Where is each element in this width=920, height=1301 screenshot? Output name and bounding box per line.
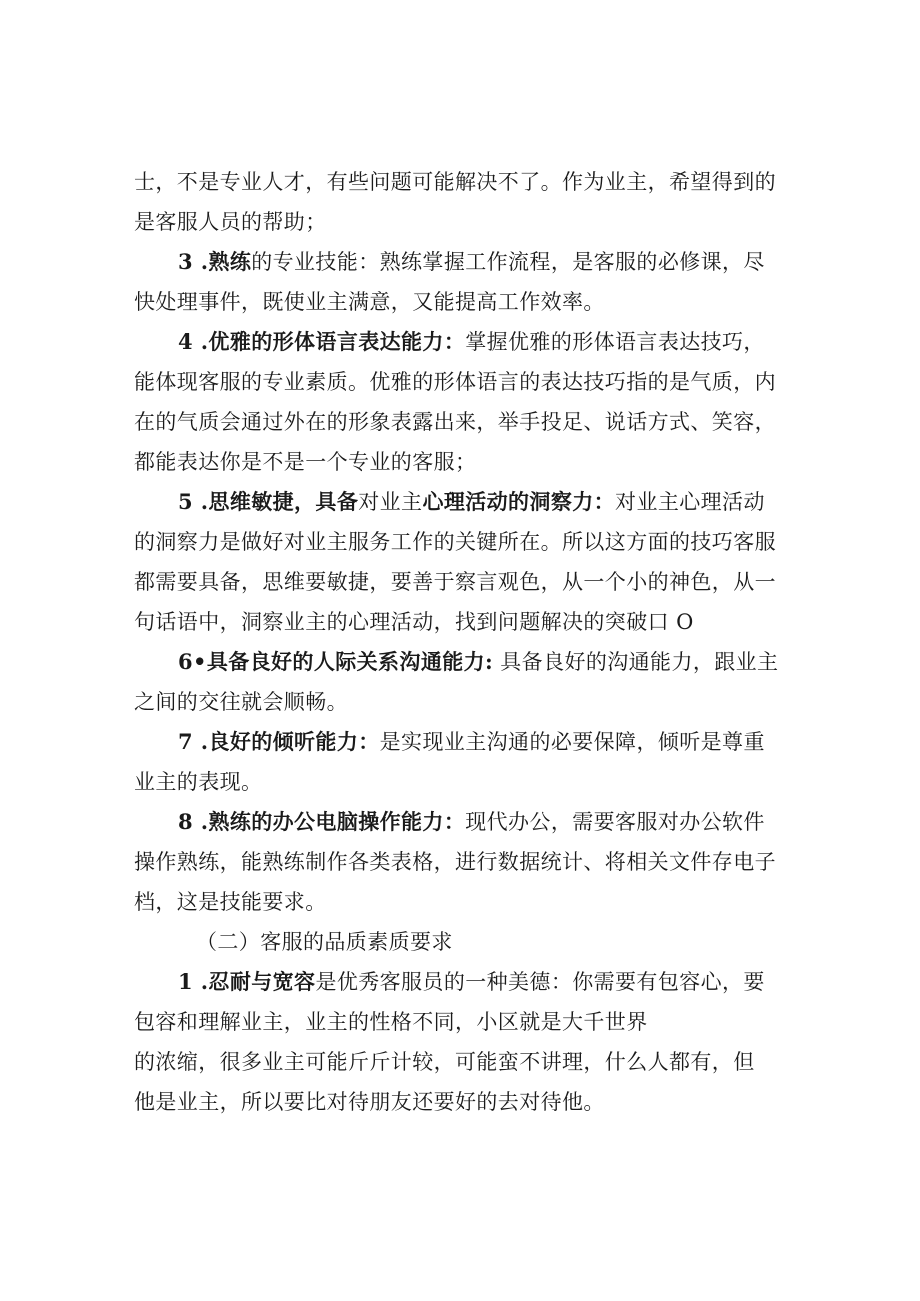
item-heading: 3 .熟练 (178, 249, 252, 274)
item-heading: 7 .良好的倾听能力： (178, 729, 380, 754)
text-line: 档，这是技能要求。 (134, 890, 327, 914)
text-line: 能体现客服的专业素质。优雅的形体语言的表达技巧指的是气质，内 (134, 370, 776, 394)
paragraph-item-4-cont (134, 362, 794, 482)
text-line: 操作熟练，能熟练制作各类表格，进行数据统计、将相关文件存电子 (134, 850, 776, 874)
item-heading-2: 心理活动的洞察力： (422, 489, 616, 514)
item-text: 是实现业主沟通的必要保障，倾听是尊重 (379, 730, 765, 754)
text-line: 的洞察力是做好对业主服务工作的关键所在。所以这方面的技巧客服 (134, 530, 776, 554)
paragraph-item-7 (134, 722, 794, 762)
text-line: 在的气质会通过外在的形象表露出来，举手投足、说话方式、笑容， (134, 410, 776, 434)
text-line: 他是业主，所以要比对待朋友还要好的去对待他。 (134, 1090, 605, 1114)
text-line: 都能表达你是不是一个专业的客服； (134, 450, 477, 474)
paragraph-item-3 (134, 242, 794, 282)
item-text: 对业主心理活动 (615, 490, 765, 514)
section-heading (134, 922, 794, 962)
item-text: 的专业技能：熟练掌握工作流程，是客服的必修课，尽 (251, 250, 765, 274)
text-line: 包容和理解业主，业主的性格不同，小区就是大千世界 (134, 1010, 648, 1034)
paragraph-item-8 (134, 802, 794, 842)
text-line: 业主的表现。 (134, 770, 263, 794)
paragraph-quality-1 (134, 962, 794, 1002)
paragraph-item-7-cont (134, 762, 794, 802)
paragraph-item-3-cont (134, 282, 794, 322)
text-line: 是客服人员的帮助； (134, 210, 327, 234)
text-line: 都需要具备，思维要敏捷，要善于察言观色，从一个小的神色，从一 (134, 570, 776, 594)
item-heading: 4 .优雅的形体语言表达能力： (178, 329, 466, 354)
item-heading: 6•具备良好的人际关系沟通能力: (178, 649, 494, 674)
paragraph-item-4 (134, 322, 794, 362)
document-body (134, 162, 794, 1122)
text-line: 快处理事件，既使业主满意，又能提高工作效率。 (134, 290, 605, 314)
item-text: 现代办公，需要客服对办公软件 (465, 810, 765, 834)
paragraph-item-5 (134, 482, 794, 522)
paragraph-continuation (134, 162, 794, 242)
text-line: 句话语中，洞察业主的心理活动，找到问题解决的突破口 O (134, 610, 694, 634)
paragraph-item-6-cont (134, 682, 794, 722)
text-line: 之间的交往就会顺畅。 (134, 690, 348, 714)
item-text: 具备良好的沟通能力，跟业主 (493, 650, 779, 674)
section-heading-text: （二）客服的品质素质要求 (196, 930, 453, 954)
item-text: 掌握优雅的形体语言表达技巧， (465, 330, 765, 354)
item-heading: 5 .思维敏捷，具备 (178, 489, 359, 514)
item-text: 对业主 (358, 490, 423, 514)
paragraph-quality-1-cont (134, 1002, 794, 1122)
item-heading: 1 .忍耐与宽容 (178, 969, 316, 994)
item-text: 是优秀客服员的一种美德：你需要有包容心，要 (315, 970, 765, 994)
paragraph-item-5-cont (134, 522, 794, 642)
paragraph-item-8-cont (134, 842, 794, 922)
item-heading: 8 .熟练的办公电脑操作能力： (178, 809, 466, 834)
paragraph-item-6 (134, 642, 794, 682)
text-line: 士，不是专业人才，有些问题可能解决不了。作为业主，希望得到的 (134, 170, 776, 194)
text-line: 的浓缩，很多业主可能斤斤计较，可能蛮不讲理，什么人都有，但 (134, 1050, 755, 1074)
